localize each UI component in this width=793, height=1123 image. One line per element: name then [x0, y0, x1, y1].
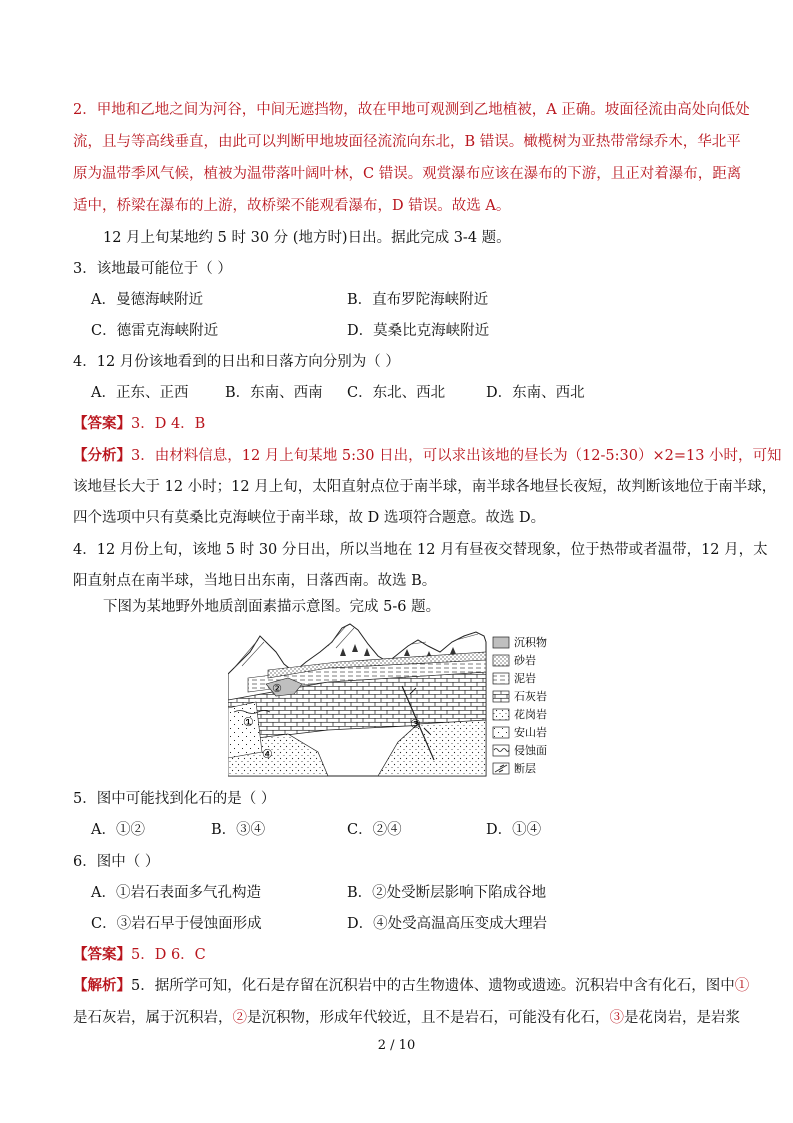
stem-3-4: 12 月上旬某地约 5 时 30 分 (地方时)日出。据此完成 3-4 题。 — [103, 230, 511, 246]
q4-option-a: A．正东、正西 — [91, 385, 189, 401]
answer-q2-line-4: 适中，桥梁在瀑布的上游，故桥梁不能观看瀑布，D 错误。故选 A。 — [73, 198, 511, 214]
analysis-3-4-line-5: 阳直射点在南半球，当地日出东南，日落西南。故选 B。 — [73, 573, 437, 589]
legend-label-4: 石灰岩 — [514, 690, 547, 703]
legend-label-2: 砂岩 — [514, 654, 536, 667]
answer-q2-line-3: 原为温带季风气候，植被为温带落叶阔叶林，C 错误。观赏瀑布应该在瀑布的下游，且正对着瀑布，距离 — [73, 166, 742, 182]
legend-label-3: 泥岩 — [514, 672, 536, 685]
analysis-3-4-line-4: 4．12 月份上旬，该地 5 时 30 分日出，所以当地在 12 月有昼夜交替现象，位于热带或者温带，12 月，太 — [73, 542, 768, 558]
analysis-tag: 【解析】 — [73, 977, 131, 994]
q3-option-a: A．曼德海峡附近 — [91, 292, 203, 308]
analysis-text: 5．据所学可知，化石是存留在沉积岩中的古生物遗体、遗物或遗迹。沉积岩中含有化石，图中 — [131, 978, 735, 994]
analysis-3-4-line-1 — [73, 446, 782, 466]
q3-option-b: B．直布罗陀海峡附近 — [347, 292, 489, 308]
question-4: 4．12 月份该地看到的日出和日落方向分别为（ ） — [73, 354, 400, 370]
question-6: 6．图中（ ） — [73, 854, 160, 870]
answer-text: 3．D 4．B — [131, 416, 206, 432]
question-5: 5．图中可能找到化石的是（ ） — [73, 791, 276, 807]
analysis-text: 是沉积物，形成年代较近，且不是岩石，可能没有化石， — [247, 1010, 610, 1026]
answer-q2-line-2: 流，且与等高线垂直，由此可以判断甲地坡面径流流向东北，B 错误。橄榄树为亚热带常绿乔木，华北平 — [73, 134, 741, 150]
q5-option-d: D．①④ — [486, 822, 542, 838]
stem-5-6: 下图为某地野外地质剖面素描示意图。完成 5-6 题。 — [103, 599, 441, 615]
q4-option-b: B．东南、西南 — [225, 385, 323, 401]
page-number: 2 / 10 — [377, 1038, 416, 1053]
q3-option-d: D．莫桑比克海峡附近 — [347, 323, 490, 339]
figure-legend — [493, 635, 547, 775]
q4-option-d: D．东南、西北 — [486, 385, 585, 401]
q5-option-b: B．③④ — [211, 822, 266, 838]
legend-label-7: 侵蚀面 — [514, 744, 547, 757]
marker-1: ① — [243, 715, 254, 729]
analysis-text: 是石灰岩，属于沉积岩， — [73, 1010, 233, 1026]
q6-option-b: B．②处受断层影响下陷成谷地 — [347, 885, 547, 901]
analysis-tag: 【分析】 — [73, 447, 131, 464]
answer-3-4 — [73, 414, 205, 434]
marker-ref: ② — [232, 1010, 247, 1026]
cross-section-block — [228, 624, 486, 776]
analysis-text: 3．由材料信息，12 月上旬某地 5:30 日出，可以求出该地的昼长为（12-5:30）×2=13 小时，可知 — [131, 448, 782, 464]
marker-3: ③ — [410, 717, 421, 731]
q4-option-c: C．东北、西北 — [347, 385, 446, 401]
legend-label-5: 花岗岩 — [514, 708, 547, 721]
answer-tag: 【答案】 — [73, 946, 131, 963]
analysis-3-4-line-2: 该地昼长大于 12 小时；12 月上旬，太阳直射点位于南半球，南半球各地昼长夜短，故判断该地位于南半球， — [73, 479, 777, 495]
answer-q2-line-1: 2．甲地和乙地之间为河谷，中间无遮挡物，故在甲地可观测到乙地植被，A 正确。坡面径流由高处向低处 — [73, 102, 750, 118]
q6-option-c: C．③岩石早于侵蚀面形成 — [91, 916, 262, 932]
marker-ref: ① — [734, 978, 750, 994]
answer-5-6 — [73, 945, 206, 965]
geology-cross-section-figure — [228, 622, 593, 780]
legend-label-6: 安山岩 — [514, 726, 547, 739]
q3-option-c: C．德雷克海峡附近 — [91, 323, 219, 339]
legend-label-8: 断层 — [514, 762, 536, 775]
q6-option-d: D．④处受高温高压变成大理岩 — [347, 916, 548, 932]
marker-4: ④ — [262, 747, 273, 761]
analysis-5-6-line-1 — [73, 976, 749, 996]
answer-tag: 【答案】 — [73, 415, 131, 432]
q5-option-a: A．①② — [91, 822, 145, 838]
marker-ref: ③ — [609, 1010, 624, 1026]
marker-2: ② — [272, 682, 282, 695]
q5-option-c: C．②④ — [347, 822, 402, 838]
analysis-text: 是花岗岩，是岩浆 — [624, 1010, 740, 1026]
analysis-5-6-line-2 — [73, 1008, 740, 1028]
q6-option-a: A．①岩石表面多气孔构造 — [91, 885, 261, 901]
legend-label-1: 沉积物 — [514, 636, 547, 649]
answer-text: 5．D 6．C — [131, 947, 206, 963]
question-3: 3．该地最可能位于（ ） — [73, 261, 232, 277]
analysis-3-4-line-3: 四个选项中只有莫桑比克海峡位于南半球，故 D 选项符合题意。故选 D。 — [73, 510, 546, 526]
